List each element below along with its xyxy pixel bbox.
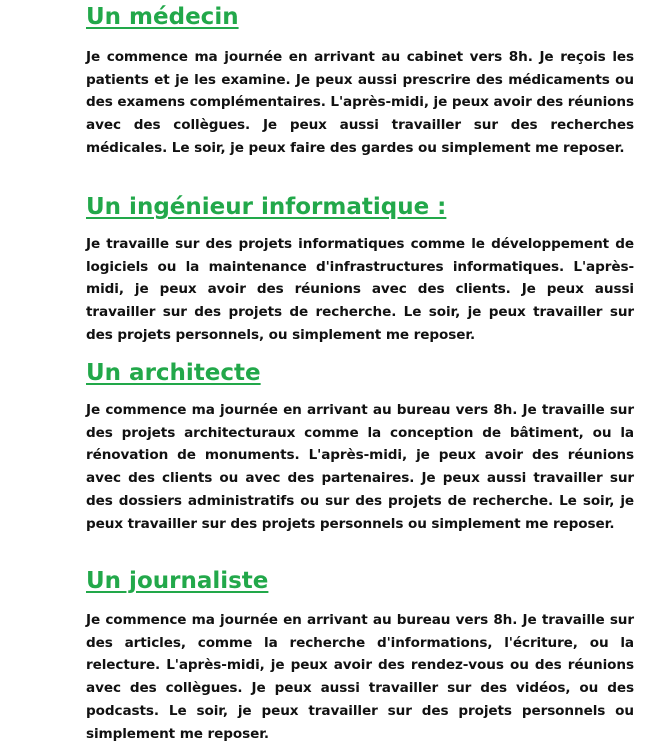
section-title-journaliste: Un journaliste [86, 568, 269, 594]
section-body-architecte: Je commence ma journée en arrivant au bureau vers 8h. Je travaille sur des projets architecturaux comme la conception de bâtiment, ou la rénovation de monuments. L'après-midi, je peux avoir des réunions avec des clients ou avec des partenaires. Je peux aussi travailler sur des dossiers administratifs ou sur des projets de recherche. Le soir, je peux travailler sur des projets personnels ou simplement me reposer. [86, 402, 634, 532]
section-body-medecin: Je commence ma journée en arrivant au cabinet vers 8h. Je reçois les patients et je les examine. Je peux aussi prescrire des médicaments ou des examens complémentaires. L'après-midi, je peux avoir des réunions avec des collègues. Je peux aussi travailler sur des recherches médicales. Le soir, je peux faire des gardes ou simplement me reposer. [86, 49, 634, 156]
section-body-journaliste: Je commence ma journée en arrivant au bureau vers 8h. Je travaille sur des articles, comme la recherche d'informations, l'écriture, ou la relecture. L'après-midi, je peux avoir des rendez-vous ou des réunions avec des collègues. Je peux aussi travailler sur des vidéos, ou des podcasts. Le soir, je peux travailler sur des projets personnels ou simplement me reposer. [86, 612, 634, 742]
section-title-architecte: Un architecte [86, 360, 261, 386]
section-title-ingenieur-informatique: Un ingénieur informatique : [86, 194, 447, 220]
section-body-ingenieur-informatique: Je travaille sur des projets informatiques comme le développement de logiciels ou la maintenance d'infrastructures informatiques. L'après-midi, je peux avoir des réunions avec des clients. Je peux aussi travailler sur des projets de recherche. Le soir, je peux travailler sur des projets personnels, ou simplement me reposer. [86, 236, 634, 343]
section-title-medecin: Un médecin [86, 4, 239, 30]
